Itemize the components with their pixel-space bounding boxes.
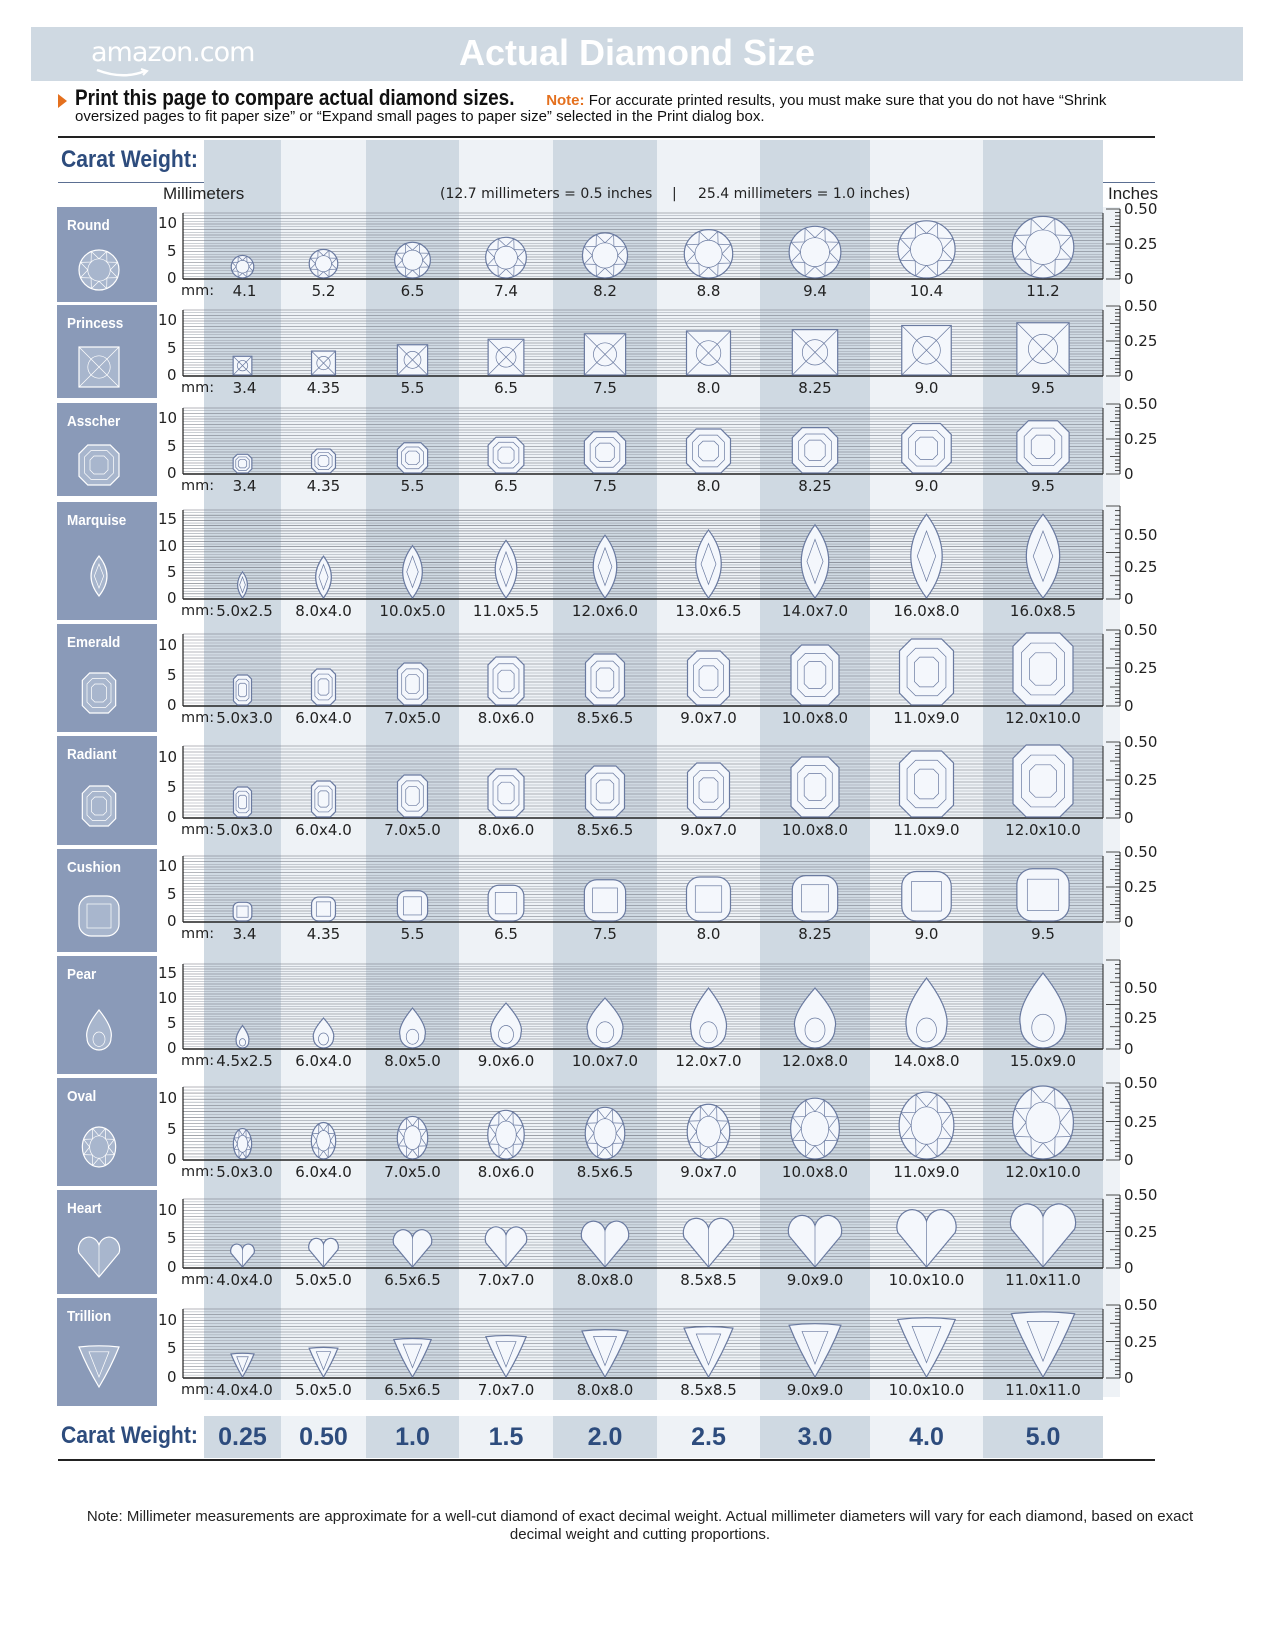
- mm-size-value: 4.0x4.0: [216, 1271, 273, 1289]
- mm-prefix-label: mm:: [181, 1272, 215, 1288]
- mm-prefix-label: mm:: [181, 283, 215, 299]
- shape-name: Radiant: [67, 746, 117, 763]
- mm-size-value: 4.5x2.5: [216, 1052, 273, 1070]
- mm-size-value: 10.0x10.0: [888, 1381, 965, 1399]
- mm-size-value: 8.0x5.0: [384, 1052, 441, 1070]
- instructions-note-label: Note:: [546, 92, 585, 109]
- mm-size-value: 4.35: [306, 925, 341, 943]
- mm-size-value: 11.0x11.0: [1005, 1271, 1081, 1289]
- mm-size-value: 12.0x8.0: [781, 1052, 849, 1070]
- mm-prefix-label: mm:: [181, 1382, 215, 1398]
- mm-size-value: 5.5: [400, 925, 425, 943]
- carat-value: 1.5: [488, 1423, 524, 1451]
- inch-axis-tick: 0.50: [1124, 978, 1158, 997]
- column-strip: [983, 140, 1103, 1400]
- mm-axis-tick: 5: [167, 884, 177, 903]
- shape-panel-heart: [57, 1190, 157, 1294]
- carat-weight-footer-row: [58, 1416, 1155, 1458]
- mm-size-value: 9.0x7.0: [680, 1163, 737, 1181]
- mm-size-value: 7.5: [593, 477, 617, 495]
- mm-size-value: 3.4: [232, 925, 257, 943]
- mm-size-value: 5.0x5.0: [295, 1271, 352, 1289]
- inch-axis-tick: 0.50: [1124, 733, 1158, 751]
- mm-size-value: 9.0x7.0: [680, 709, 737, 727]
- mm-size-value: 11.0x9.0: [893, 1163, 960, 1181]
- mm-size-value: 11.0x9.0: [893, 709, 960, 727]
- inch-axis-tick: 0.50: [1124, 297, 1158, 315]
- shape-panel-marquise: [57, 502, 157, 620]
- mm-size-value: 4.35: [306, 379, 341, 397]
- mm-size-value: 9.0: [914, 477, 939, 495]
- mm-size-value: 9.5: [1031, 477, 1055, 495]
- millimeters-label: Millimeters: [163, 184, 245, 203]
- mm-size-value: 5.0x3.0: [216, 1163, 273, 1181]
- mm-size-value: 5.5: [400, 477, 425, 495]
- mm-size-value: 8.25: [798, 379, 832, 397]
- mm-size-value: 12.0x7.0: [675, 1052, 742, 1070]
- carat-value: 0.25: [218, 1423, 267, 1451]
- inch-axis-tick: 0: [1124, 367, 1134, 385]
- mm-size-value: 9.0x9.0: [786, 1381, 844, 1399]
- shape-name: Asscher: [67, 413, 121, 430]
- mm-axis-tick: 10: [158, 1310, 178, 1329]
- mm-size-value: 9.0x7.0: [680, 821, 737, 839]
- column-strip: [459, 140, 553, 1400]
- mm-size-value: 9.4: [803, 282, 827, 300]
- mm-size-value: 9.0x9.0: [786, 1271, 844, 1289]
- mm-size-value: 5.0x2.5: [216, 602, 273, 620]
- column-strip: [870, 140, 983, 1400]
- inch-axis-tick: 0.50: [1124, 1186, 1158, 1204]
- conversion-note-separator: |: [672, 186, 677, 202]
- mm-axis-tick: 0: [167, 1039, 177, 1057]
- inch-axis-tick: 0.25: [1124, 332, 1158, 350]
- shape-panel-princess: [57, 305, 157, 398]
- mm-prefix-label: mm:: [181, 478, 215, 494]
- shape-name: Princess: [67, 315, 124, 332]
- mm-size-value: 11.2: [1026, 282, 1060, 300]
- column-strip: [281, 140, 366, 1400]
- carat-weight-label-bottom: Carat Weight:: [61, 1422, 198, 1449]
- cushion-diamond-icon: [71, 886, 141, 946]
- inch-axis-tick: 0: [1124, 1369, 1134, 1387]
- print-instructions: [75, 85, 1155, 125]
- top-rule: [58, 136, 1155, 138]
- mm-size-value: 8.0: [696, 925, 721, 943]
- mm-axis-tick: 0: [167, 808, 177, 826]
- mm-axis-tick: 10: [158, 1200, 178, 1219]
- mm-axis-tick: 5: [167, 338, 177, 357]
- inch-axis-tick: 0.50: [1124, 200, 1158, 218]
- mm-size-value: 8.5x6.5: [576, 709, 634, 727]
- mm-size-value: 8.0x6.0: [477, 821, 535, 839]
- mm-size-value: 7.0x5.0: [384, 821, 441, 839]
- bottom-rule: [58, 1459, 1155, 1461]
- mm-size-value: 10.0x8.0: [781, 1163, 849, 1181]
- shape-panel-oval: [57, 1078, 157, 1186]
- mm-axis-tick: 15: [158, 964, 178, 982]
- inch-axis-tick: 0: [1124, 809, 1134, 827]
- mm-size-value: 6.5: [400, 282, 425, 300]
- mm-axis-tick: 0: [167, 1258, 177, 1276]
- mm-axis-tick: 5: [167, 562, 177, 581]
- carat-weight-label: Carat Weight:: [61, 146, 198, 173]
- emerald-diamond-icon: [71, 663, 141, 723]
- mm-size-value: 10.0x5.0: [379, 602, 446, 620]
- shape-name: Oval: [67, 1088, 97, 1105]
- mm-size-value: 7.5: [593, 925, 617, 943]
- instructions-lead: Print this page to compare actual diamond sizes.: [75, 85, 515, 110]
- mm-size-value: 8.25: [798, 477, 832, 495]
- inch-axis-tick: 0.50: [1124, 621, 1158, 639]
- mm-size-value: 11.0x11.0: [1005, 1381, 1081, 1399]
- mm-axis-tick: 10: [158, 857, 178, 875]
- shape-name: Marquise: [67, 512, 127, 529]
- mm-size-value: 12.0x10.0: [1005, 709, 1081, 727]
- mm-size-value: 14.0x8.0: [893, 1052, 960, 1070]
- mm-size-value: 4.35: [306, 477, 341, 495]
- inch-axis-tick: 0.25: [1124, 1332, 1158, 1351]
- mm-axis-tick: 10: [158, 311, 178, 329]
- carat-value: 3.0: [797, 1423, 833, 1451]
- mm-size-value: 3.4: [232, 477, 257, 495]
- inch-axis-tick: 0: [1124, 697, 1134, 715]
- inch-axis-tick: 0.25: [1124, 235, 1158, 253]
- mm-size-value: 4.1: [232, 282, 257, 300]
- radiant-diamond-icon: [71, 776, 141, 836]
- round-diamond-icon: [71, 240, 141, 300]
- mm-axis-tick: 0: [167, 366, 177, 384]
- mm-axis-tick: 0: [167, 464, 177, 482]
- inch-axis-tick: 0: [1124, 270, 1134, 288]
- mm-size-value: 16.0x8.0: [893, 602, 960, 620]
- mm-size-value: 12.0x10.0: [1005, 821, 1081, 839]
- mm-size-value: 8.5x8.5: [680, 1271, 737, 1289]
- mm-axis-tick: 5: [167, 241, 177, 260]
- column-strip: [366, 140, 459, 1400]
- page-title: Actual Diamond Size: [458, 32, 816, 73]
- mm-axis-tick: 10: [158, 536, 178, 555]
- carat-value: 5.0: [1025, 1423, 1061, 1451]
- mm-prefix-label: mm:: [181, 822, 215, 838]
- mm-size-value: 11.0x9.0: [893, 821, 960, 839]
- shape-name: Emerald: [67, 634, 121, 651]
- conversion-note-right: 25.4 millimeters = 1.0 inches): [698, 186, 911, 202]
- inch-axis-tick: 0.50: [1124, 395, 1158, 413]
- mm-prefix-label: mm:: [181, 1053, 215, 1069]
- mm-size-value: 12.0x6.0: [571, 602, 639, 620]
- shape-panel-asscher: [57, 403, 157, 496]
- mm-size-value: 13.0x6.5: [675, 602, 742, 620]
- mm-size-value: 8.8: [696, 282, 721, 300]
- mm-prefix-label: mm:: [181, 926, 215, 942]
- shape-panel-radiant: [57, 736, 157, 845]
- mm-size-value: 16.0x8.5: [1009, 602, 1077, 620]
- mm-size-value: 6.0x4.0: [295, 709, 352, 727]
- inch-axis-tick: 0.50: [1124, 1074, 1158, 1092]
- mm-axis-tick: 5: [167, 1229, 177, 1248]
- header-banner: [31, 27, 1243, 81]
- shape-name: Trillion: [67, 1308, 112, 1325]
- asscher-diamond-icon: [71, 435, 141, 495]
- mm-size-value: 7.0x5.0: [384, 1163, 441, 1181]
- inch-scale-strip: [1103, 207, 1120, 1397]
- mm-size-value: 8.2: [593, 282, 617, 300]
- mm-size-value: 8.5x8.5: [680, 1381, 737, 1399]
- mm-prefix-label: mm:: [181, 710, 215, 726]
- mm-prefix-label: mm:: [181, 380, 215, 396]
- mm-axis-tick: 0: [167, 1150, 177, 1168]
- mm-axis-tick: 15: [158, 510, 178, 529]
- mm-size-value: 7.0x5.0: [384, 709, 441, 727]
- mm-size-value: 7.0x7.0: [477, 1271, 535, 1289]
- mm-size-value: 9.0: [914, 925, 939, 943]
- inch-axis-tick: 0.50: [1124, 1296, 1158, 1314]
- carat-value: 2.0: [587, 1423, 623, 1451]
- mm-size-value: 3.4: [232, 379, 257, 397]
- mm-size-value: 6.5: [494, 477, 518, 495]
- mm-size-value: 8.0x8.0: [576, 1271, 634, 1289]
- shape-panel-pear: [57, 956, 157, 1074]
- heart-diamond-icon: [71, 1227, 141, 1287]
- column-strip: [204, 140, 281, 1400]
- mm-size-value: 8.5x6.5: [576, 1163, 634, 1181]
- mm-size-value: 7.4: [494, 282, 518, 300]
- mm-axis-tick: 10: [158, 748, 178, 766]
- mm-axis-tick: 5: [167, 666, 177, 684]
- mm-size-value: 15.0x9.0: [1009, 1052, 1077, 1070]
- conversion-note-left: (12.7 millimeters = 0.5 inches: [440, 186, 653, 202]
- mm-size-value: 6.5x6.5: [384, 1381, 441, 1399]
- instructions-note-text: For accurate printed results, you must make sure that you do not have “Shrink oversized pages to fit paper size” or “Expand small pages to paper size” selected in the Print dialog box.: [75, 92, 1107, 125]
- shape-panel-emerald: [57, 624, 157, 732]
- mm-axis-tick: 0: [167, 589, 177, 607]
- mm-axis-tick: 5: [167, 1014, 177, 1032]
- mm-size-value: 9.0: [914, 379, 939, 397]
- mm-axis-tick: 10: [158, 214, 178, 232]
- mm-size-value: 14.0x7.0: [781, 602, 849, 620]
- carat-value: 4.0: [909, 1423, 944, 1451]
- mm-size-value: 9.5: [1031, 925, 1055, 943]
- mm-size-value: 5.0x5.0: [295, 1381, 352, 1399]
- shape-name: Cushion: [67, 859, 121, 876]
- mm-axis-tick: 10: [158, 409, 178, 427]
- mm-size-value: 9.5: [1031, 379, 1055, 397]
- footer-note: Note: Millimeter measurements are approximate for a well-cut diamond of exact decimal weight. Actual millimeter diameters will vary for each diamond, based on exact decimal weight and cutting proportions.: [86, 1508, 1194, 1543]
- pear-diamond-icon: [71, 1000, 141, 1060]
- mm-size-value: 6.0x4.0: [295, 1052, 352, 1070]
- inch-axis-tick: 0: [1124, 1151, 1134, 1169]
- column-strip: [657, 140, 760, 1400]
- mm-axis-tick: 0: [167, 1368, 177, 1386]
- mm-size-value: 6.5x6.5: [384, 1271, 441, 1289]
- mm-size-value: 7.0x7.0: [477, 1381, 535, 1399]
- bullet-arrow-icon: [58, 94, 67, 108]
- shape-name: Pear: [67, 966, 97, 983]
- mm-size-value: 8.0x8.0: [576, 1381, 634, 1399]
- mm-size-value: 11.0x5.5: [472, 602, 540, 620]
- mm-size-value: 6.0x4.0: [295, 1163, 352, 1181]
- inch-axis-tick: 0.25: [1124, 659, 1158, 677]
- mm-size-value: 10.4: [909, 282, 944, 300]
- mm-size-value: 8.0: [696, 379, 721, 397]
- inch-axis-tick: 0: [1124, 913, 1134, 931]
- mm-prefix-label: mm:: [181, 603, 215, 619]
- mm-size-value: 10.0x10.0: [888, 1271, 965, 1289]
- mm-size-value: 10.0x8.0: [781, 821, 849, 839]
- carat-value: 1.0: [395, 1423, 430, 1451]
- mm-size-value: 9.0x6.0: [477, 1052, 535, 1070]
- carat-value: 2.5: [691, 1423, 726, 1451]
- mm-size-value: 8.0x4.0: [295, 602, 352, 620]
- shape-panel-round: [57, 207, 157, 302]
- mm-size-value: 7.5: [593, 379, 617, 397]
- column-strip: [760, 140, 870, 1400]
- inch-axis-tick: 0.25: [1124, 557, 1158, 576]
- inch-axis-tick: 0: [1124, 590, 1134, 608]
- inch-axis-tick: 0.50: [1124, 525, 1158, 544]
- carat-value: 0.50: [299, 1423, 348, 1451]
- mm-size-value: 8.0x6.0: [477, 709, 535, 727]
- trillion-diamond-icon: [71, 1337, 141, 1397]
- column-strip: [553, 140, 657, 1400]
- shape-panel-cushion: [57, 849, 157, 952]
- mm-size-value: 6.5: [494, 925, 518, 943]
- amazon-logo: amazon.com: [91, 37, 255, 68]
- mm-axis-tick: 5: [167, 778, 177, 796]
- inch-axis-tick: 0: [1124, 1259, 1134, 1277]
- mm-size-value: 12.0x10.0: [1005, 1163, 1081, 1181]
- mm-axis-tick: 0: [167, 269, 177, 287]
- mm-size-value: 4.0x4.0: [216, 1381, 273, 1399]
- mm-axis-tick: 5: [167, 436, 177, 455]
- mm-size-value: 5.5: [400, 379, 425, 397]
- mm-axis-tick: 5: [167, 1119, 177, 1138]
- mm-size-value: 6.0x4.0: [295, 821, 352, 839]
- mm-size-value: 8.25: [798, 925, 832, 943]
- marquise-diamond-icon: [71, 546, 141, 606]
- mm-size-value: 8.5x6.5: [576, 821, 634, 839]
- mm-axis-tick: 0: [167, 696, 177, 714]
- mm-axis-tick: 0: [167, 912, 177, 930]
- inch-axis-tick: 0: [1124, 465, 1134, 483]
- mm-axis-tick: 10: [158, 1089, 178, 1108]
- inches-label: Inches: [1108, 184, 1159, 203]
- princess-diamond-icon: [71, 337, 141, 397]
- inch-axis-tick: 0.50: [1124, 843, 1158, 861]
- mm-size-value: 5.0x3.0: [216, 709, 273, 727]
- mm-size-value: 5.0x3.0: [216, 821, 273, 839]
- inch-axis-tick: 0.25: [1124, 430, 1158, 448]
- inch-axis-tick: 0.25: [1124, 1222, 1158, 1241]
- mm-axis-tick: 10: [158, 636, 178, 654]
- inch-axis-tick: 0.25: [1124, 1112, 1158, 1131]
- mm-size-value: 10.0x8.0: [781, 709, 849, 727]
- shape-name: Heart: [67, 1200, 102, 1217]
- shape-panel-trillion: [57, 1298, 157, 1406]
- mm-size-value: 8.0: [696, 477, 721, 495]
- inch-axis-tick: 0.25: [1124, 878, 1158, 896]
- oval-diamond-icon: [71, 1117, 141, 1177]
- mm-size-value: 8.0x6.0: [477, 1163, 535, 1181]
- mm-size-value: 6.5: [494, 379, 518, 397]
- mm-axis-tick: 10: [158, 989, 178, 1007]
- mm-size-value: 10.0x7.0: [571, 1052, 639, 1070]
- mm-axis-tick: 5: [167, 1339, 177, 1358]
- shape-name: Round: [67, 217, 110, 234]
- inch-axis-tick: 0.25: [1124, 1009, 1158, 1028]
- inch-axis-tick: 0: [1124, 1040, 1134, 1058]
- inch-axis-tick: 0.25: [1124, 771, 1158, 789]
- mm-prefix-label: mm:: [181, 1164, 215, 1180]
- mm-size-value: 5.2: [311, 282, 336, 300]
